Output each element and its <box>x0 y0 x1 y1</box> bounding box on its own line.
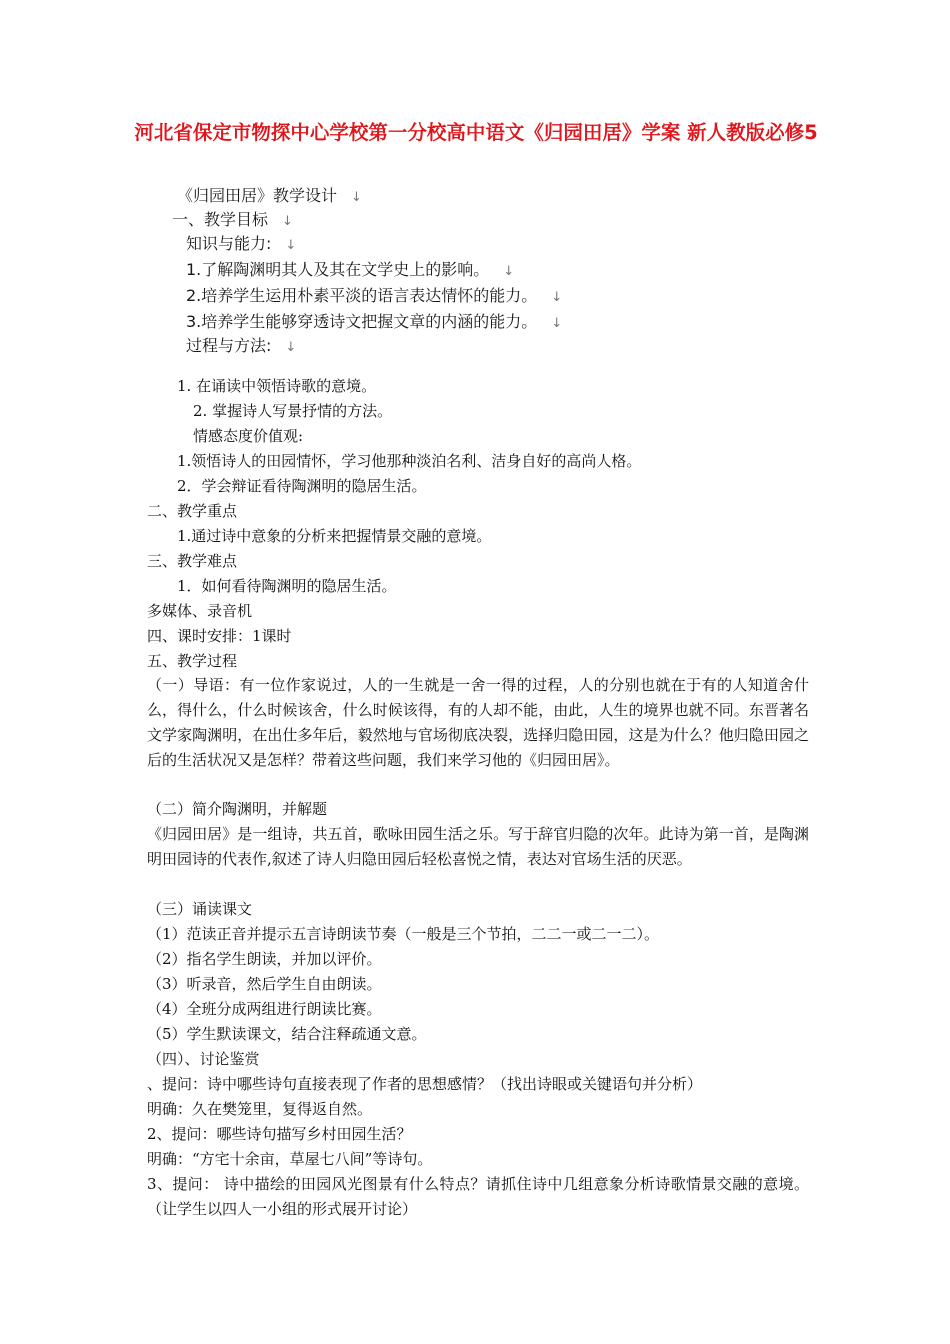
emotion-item-1: 1.领悟诗人的田园情怀，学习他那种淡泊名利、洁身自好的高尚人格。 <box>177 452 642 470</box>
section-5-heading: 五、教学过程 <box>147 652 238 670</box>
reading-step-2: （2）指名学生朗读，并加以评价。 <box>147 950 382 968</box>
reading-step-5: （5）学生默读课文，结合注释疏通文意。 <box>147 1025 427 1043</box>
process-item-1: 1. 在诵读中领悟诗歌的意境。 <box>177 377 377 395</box>
scan-process-text: 过程与方法: <box>186 336 272 355</box>
section-2-heading: 二、教学重点 <box>147 502 238 520</box>
reading-heading: （三）诵读课文 <box>147 900 253 918</box>
bio-paragraph: 《归园田居》是一组诗，共五首，歌咏田园生活之乐。写于辞官归隐的次年。此诗为第一首，是陶渊明田园诗的代表作,叙述了诗人归隐田园后轻松喜悦之情，表达对官场生活的厌恶。 <box>147 825 809 868</box>
question-2: 2、提问：哪些诗句描写乡村田园生活？ <box>147 1125 412 1143</box>
scan-item2 <box>186 284 562 310</box>
scan-knowledge-text: 知识与能力: <box>186 234 272 253</box>
scan-item1-text: 1.了解陶渊明其人及其在文学史上的影响。 <box>186 260 490 279</box>
reading-step-4: （4）全班分成两组进行朗读比赛。 <box>147 1000 382 1018</box>
section-4-heading: 四、课时安排：1课时 <box>147 627 292 645</box>
scan-heading-text: 《归园田居》教学设计 <box>177 186 338 205</box>
scan-knowledge <box>186 232 296 258</box>
section-2-item: 1.通过诗中意象的分析来把握情景交融的意境。 <box>177 527 492 545</box>
intro-paragraph: （一）导语：有一位作家说过，人的一生就是一舍一得的过程，人的分别也就在于有的人知道舍什么，得什么，什么时候该舍，什么时候该得，有的人却不能，由此，人生的境界也就不同。东晋著名文学家陶渊明，在出仕多年后，毅然地与官场彻底决裂，选择归隐田园，这是为什么？他归隐田园之后的生活状况又是怎样？带着这些问题，我们来学习他的《归园田居》。 <box>147 676 809 769</box>
media-line: 多媒体、录音机 <box>147 602 253 620</box>
question-3: 3、提问： 诗中描绘的田园风光图景有什么特点？请抓住诗中几组意象分析诗歌情景交融的意境。（让学生以四人一小组的形式展开讨论） <box>147 1175 809 1218</box>
document-title: 河北省保定市物探中心学校第一分校高中语文《归园田居》学案 新人教版必修5 <box>134 121 818 144</box>
return-mark-icon: ↓ <box>285 238 297 253</box>
section-3-heading: 三、教学难点 <box>147 552 238 570</box>
scan-item3 <box>186 310 562 336</box>
emotion-heading: 情感态度价值观: <box>193 427 304 445</box>
scan-section1 <box>172 208 293 234</box>
return-mark-icon: ↓ <box>551 316 563 331</box>
return-mark-icon: ↓ <box>503 264 515 279</box>
return-mark-icon: ↓ <box>285 340 297 355</box>
emotion-item-2: 2．学会辩证看待陶渊明的隐居生活。 <box>177 477 427 495</box>
answer-2: 明确：“方宅十余亩，草屋七八间”等诗句。 <box>147 1150 433 1168</box>
reading-step-3: （3）听录音，然后学生自由朗读。 <box>147 975 382 993</box>
return-mark-icon: ↓ <box>351 190 362 205</box>
reading-step-1: （1）范读正音并提示五言诗朗读节奏（一般是三个节拍，二二一或二一二）。 <box>147 925 660 943</box>
scan-item3-text: 3.培养学生能够穿透诗文把握文章的内涵的能力。 <box>186 312 538 331</box>
scan-section1-text: 一、教学目标 <box>172 210 269 229</box>
answer-1: 明确：久在樊笼里，复得返自然。 <box>147 1100 373 1118</box>
scan-heading <box>177 184 362 210</box>
return-mark-icon: ↓ <box>551 290 563 305</box>
return-mark-icon: ↓ <box>282 214 293 229</box>
question-1: 、提问：诗中哪些诗句直接表现了作者的思想感情？（找出诗眼或关键语句并分析） <box>147 1075 703 1093</box>
process-item-2: 2. 掌握诗人写景抒情的方法。 <box>193 402 393 420</box>
scan-item2-text: 2.培养学生运用朴素平淡的语言表达情怀的能力。 <box>186 286 538 305</box>
bio-heading: （二）简介陶渊明，并解题 <box>147 800 328 818</box>
section-3-item: 1．如何看待陶渊明的隐居生活。 <box>177 577 397 595</box>
discussion-heading: （四）、讨论鉴赏 <box>147 1050 260 1068</box>
scan-item1 <box>186 258 514 284</box>
scan-process <box>186 334 296 360</box>
